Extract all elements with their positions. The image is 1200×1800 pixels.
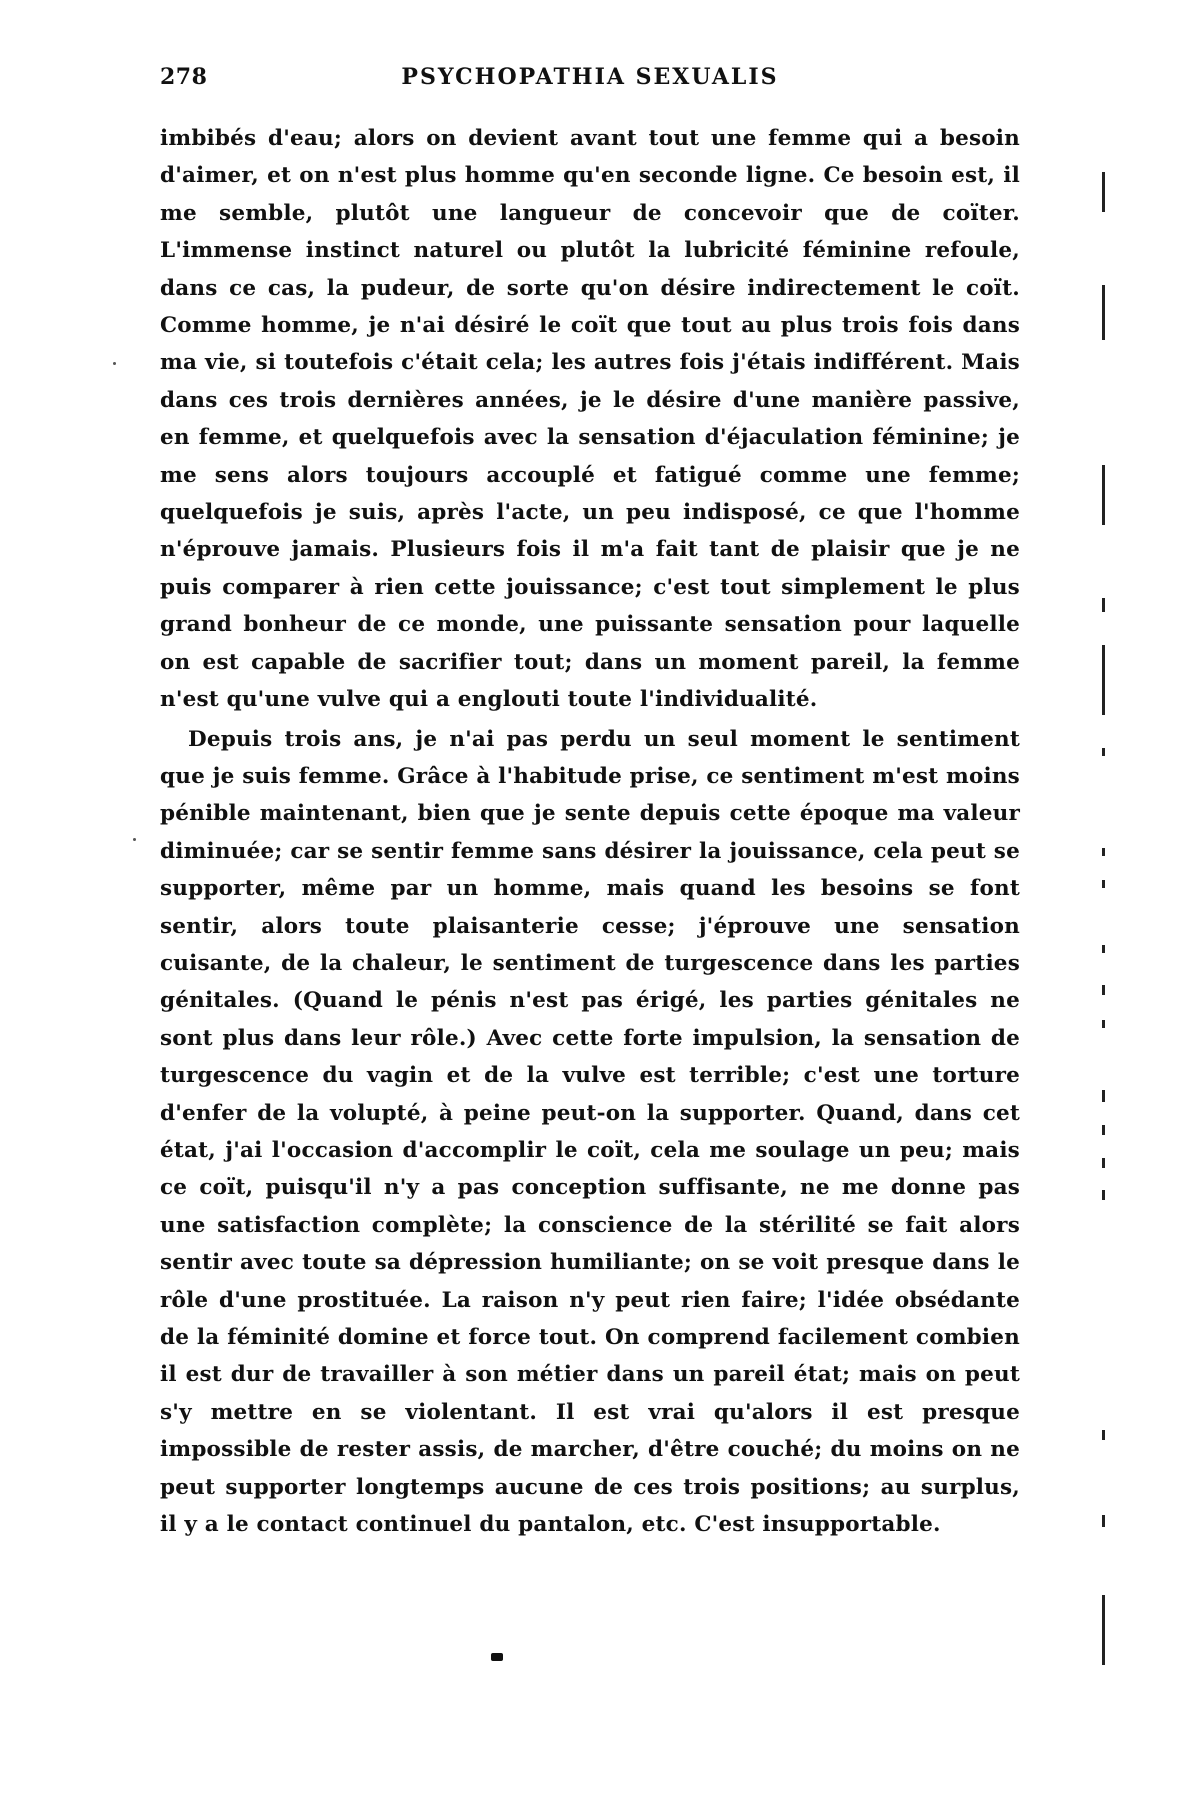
margin-mark (1102, 172, 1105, 212)
running-head (160, 60, 1020, 100)
margin-mark (1102, 1515, 1105, 1527)
running-title: PSYCHOPATHIA SEXUALIS (401, 64, 779, 90)
stray-dot (133, 838, 136, 841)
margin-mark (1102, 285, 1105, 340)
margin-mark (1102, 1090, 1105, 1102)
margin-mark (1102, 945, 1105, 953)
margin-mark (1102, 848, 1105, 856)
margin-mark (1102, 1190, 1105, 1200)
margin-mark (1102, 985, 1105, 995)
paragraph-2: Depuis trois ans, je n'ai pas perdu un seul moment le sentiment que je suis femme. Grâce à l'habitude prise, ce sentiment m'est moins pénible maintenant, bien que je sente depuis cette époque ma valeur diminuée; car se sentir femme sans désirer la jouissance, cela peut se supporter, même par un homme, mais quand les besoins se font sentir, alors toute plaisanterie cesse; j'éprouve une sensation cuisante, de la chaleur, le sentiment de turgescence dans les parties génitales. (Quand le pénis n'est pas érigé, les parties génitales ne sont plus dans leur rôle.) Avec cette forte impulsion, la sensation de turgescence du vagin et de la vulve est terrible; c'est une torture d'enfer de la volupté, à peine peut-on la supporter. Quand, dans cet état, j'ai l'occasion d'accomplir le coït, cela me soulage un peu; mais ce coït, puisqu'il n'y a pas conception suffisante, ne me donne pas une satisfaction complète; la conscience de la stérilité se fait alors sentir avec toute sa dépression humiliante; on se voit presque dans le rôle d'une prostituée. La raison n'y peut rien faire; l'idée obsédante de la féminité domine et force tout. On comprend facilement combien il est dur de travailler à son métier dans un pareil état; mais on peut s'y mettre en se violentant. Il est vrai qu'alors il est presque impossible de rester assis, de marcher, d'être couché; du moins on ne peut supporter longtemps aucune de ces trois positions; au surplus, il y a le contact continuel du pantalon, etc. C'est insupportable. (160, 726, 1020, 1538)
paragraph-1: imbibés d'eau; alors on devient avant tout une femme qui a besoin d'aimer, et on n'est plus homme qu'en seconde ligne. Ce besoin est, il me semble, plutôt une langueur de concevoir que de coïter. L'immense instinct naturel ou plutôt la lubricité féminine refoule, dans ce cas, la pudeur, de sorte qu'on désire indirectement le coït. Comme homme, je n'ai désiré le coït que tout au plus trois fois dans ma vie, si toutefois c'était cela; les autres fois j'étais indifférent. Mais dans ces trois dernières années, je le désire d'une manière passive, en femme, et quelquefois avec la sensation d'éjaculation féminine; je me sens alors toujours accouplé et fatigué comme une femme; quelquefois je suis, après l'acte, un peu indisposé, ce que l'homme n'éprouve jamais. Plusieurs fois il m'a fait tant de plaisir que je ne puis comparer à rien cette jouissance; c'est tout simplement le plus grand bonheur de ce monde, une puissante sensation pour laquelle on est capable de sacrifier tout; dans un moment pareil, la femme n'est qu'une vulve qui a englouti toute l'individualité. (160, 126, 1020, 713)
margin-mark (1102, 1020, 1105, 1028)
stray-dot (113, 362, 116, 365)
page-number: 278 (160, 64, 208, 90)
margin-mark (1102, 465, 1105, 525)
margin-scan-marks (1102, 0, 1112, 1800)
margin-mark (1102, 598, 1105, 612)
margin-mark (1102, 645, 1105, 715)
margin-mark (1102, 748, 1105, 756)
end-mark (491, 1653, 503, 1661)
margin-mark (1102, 1158, 1105, 1168)
body-text (160, 120, 1020, 1543)
margin-mark (1102, 880, 1105, 888)
margin-mark (1102, 1125, 1105, 1135)
margin-mark (1102, 1430, 1105, 1440)
margin-mark (1102, 1595, 1105, 1665)
